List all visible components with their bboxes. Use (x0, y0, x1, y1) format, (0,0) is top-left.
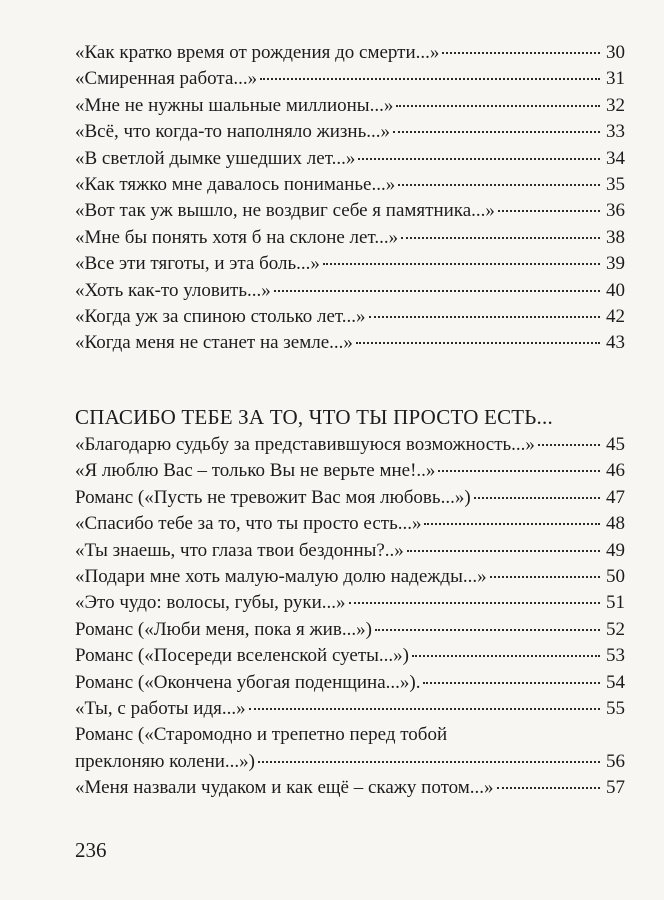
dot-leader (423, 682, 600, 684)
toc-entry-page: 34 (606, 147, 625, 169)
toc-entry-page: 33 (606, 121, 625, 143)
toc-entry (75, 564, 625, 590)
dot-leader (474, 497, 600, 499)
toc-entry (75, 251, 625, 277)
toc-entry-multiline (75, 722, 625, 775)
toc-entry-title: «Подари мне хоть малую-малую долю надежды...» (75, 565, 487, 587)
toc-entry-page: 51 (606, 592, 625, 614)
toc-entry-page: 49 (606, 539, 625, 561)
toc-entry-title: «В светлой дымке ушедших лет...» (75, 147, 356, 169)
toc-entry-page: 54 (606, 671, 625, 693)
toc-entry (75, 66, 625, 92)
dot-leader (260, 78, 600, 80)
toc-entry-page: 57 (606, 777, 625, 799)
toc-entry-page: 43 (606, 332, 625, 354)
toc-entry-title: «Ты знаешь, что глаза твои бездонны?..» (75, 539, 404, 561)
toc-entry (75, 511, 625, 537)
toc-entry-title-line2: преклоняю колени...») (75, 750, 256, 772)
toc-entry-page: 47 (606, 486, 625, 508)
dot-leader (398, 184, 600, 186)
toc-entry (75, 696, 625, 722)
toc-entry-page: 50 (606, 565, 625, 587)
dot-leader (396, 105, 600, 107)
toc-entry (75, 670, 625, 696)
dot-leader (412, 655, 600, 657)
dot-leader (349, 602, 600, 604)
toc-entry-title: Романс («Посереди вселенской суеты...») (75, 645, 409, 667)
toc-entry (75, 172, 625, 198)
toc-entry-page: 48 (606, 513, 625, 535)
toc-entry-page: 46 (606, 460, 625, 482)
dot-leader (438, 470, 600, 472)
toc-entry-title: «Вот так уж вышло, не воздвиг себе я памятника...» (75, 200, 495, 222)
toc-entry-page: 38 (606, 226, 625, 248)
toc-section-2 (75, 402, 625, 801)
dot-leader (358, 158, 600, 160)
toc-entry-title: «Мне бы понять хотя б на склоне лет...» (75, 226, 399, 248)
dot-leader (274, 290, 600, 292)
toc-entry (75, 119, 625, 145)
toc-entry (75, 93, 625, 119)
toc-entry (75, 485, 625, 511)
dot-leader (249, 708, 600, 710)
toc-section-1 (75, 40, 625, 357)
toc-entry (75, 198, 625, 224)
toc-entry-title: «Благодарю судьбу за представившуюся возможность...» (75, 434, 535, 455)
toc-entry (75, 278, 625, 304)
toc-entry (75, 775, 625, 801)
toc-entry-title: «Спасибо тебе за то, что ты просто есть...» (75, 513, 422, 535)
toc-entry-title: «Все эти тяготы, и эта боль...» (75, 253, 320, 275)
footer-page-number: 236 (75, 838, 107, 862)
toc-entry (75, 617, 625, 643)
toc-entry (75, 40, 625, 66)
toc-entry (75, 225, 625, 251)
dot-leader (498, 210, 600, 212)
toc-entry-title: Романс («Пусть не тревожит Вас моя любовь...») (75, 486, 471, 508)
dot-leader (375, 629, 600, 631)
dot-leader (369, 316, 600, 318)
toc-entry-page: 55 (606, 697, 625, 719)
toc-entry-page: 31 (606, 68, 625, 90)
toc-entry-title: «Когда уж за спиною столько лет...» (75, 305, 366, 327)
dot-leader (497, 787, 600, 789)
toc-entry (75, 538, 625, 564)
toc-entry-title: «Это чудо: волосы, губы, руки...» (75, 592, 346, 614)
toc-entry (75, 330, 625, 356)
toc-entry-page: 45 (606, 434, 625, 455)
toc-entry-title-line1: Романс («Старомодно и трепетно перед тобой (75, 724, 448, 746)
toc-entry-page: 32 (606, 94, 625, 116)
toc-entry-title: «Ты, с работы идя...» (75, 697, 246, 719)
toc-entry-title: «Хоть как-то уловить...» (75, 279, 271, 301)
toc-entry-title: Романс («Люби меня, пока я жив...») (75, 618, 372, 640)
dot-leader (424, 523, 600, 525)
dot-leader (490, 576, 600, 578)
toc-entry (75, 458, 625, 484)
toc-entry-page: 36 (606, 200, 625, 222)
toc-entry-page: 40 (606, 279, 625, 301)
toc-entry (75, 590, 625, 616)
dot-leader (538, 444, 600, 446)
toc-entry-title: «Всё, что когда-то наполняло жизнь...» (75, 121, 391, 143)
toc-entry-page: 53 (606, 645, 625, 667)
toc-entry-title: «Как тяжко мне давалось пониманье...» (75, 173, 396, 195)
toc-entry-title: «Как кратко время от рождения до смерти...» (75, 42, 440, 63)
toc-entry-title: «Я люблю Вас – только Вы не верьте мне!..» (75, 460, 436, 482)
dot-leader (401, 237, 600, 239)
toc-entry-title: «Меня назвали чудаком и как ещё – скажу потом...» (75, 777, 494, 799)
toc-entry-title: «Смиренная работа...» (75, 68, 258, 90)
section-heading: СПАСИБО ТЕБЕ ЗА ТО, ЧТО ТЫ ПРОСТО ЕСТЬ... (75, 405, 553, 429)
toc-entry-title: «Мне не нужны шальные миллионы...» (75, 94, 394, 116)
toc-entry-page: 42 (606, 305, 625, 327)
dot-leader (323, 263, 600, 265)
toc-entry-page: 30 (606, 42, 625, 63)
dot-leader (356, 342, 600, 344)
toc-entry-page: 39 (606, 253, 625, 275)
toc-entry-page: 56 (606, 750, 625, 772)
toc-entry (75, 432, 625, 458)
toc-entry-title: «Когда меня не станет на земле...» (75, 332, 353, 354)
toc-entry (75, 643, 625, 669)
toc-entry-title: Романс («Окончена убогая поденщина...»). (75, 671, 421, 693)
toc-entry-page: 35 (606, 173, 625, 195)
dot-leader (407, 550, 600, 552)
dot-leader (393, 131, 600, 133)
toc-entry (75, 146, 625, 172)
toc-entry-page: 52 (606, 618, 625, 640)
toc-entry (75, 304, 625, 330)
dot-leader (258, 761, 600, 763)
dot-leader (442, 52, 600, 54)
